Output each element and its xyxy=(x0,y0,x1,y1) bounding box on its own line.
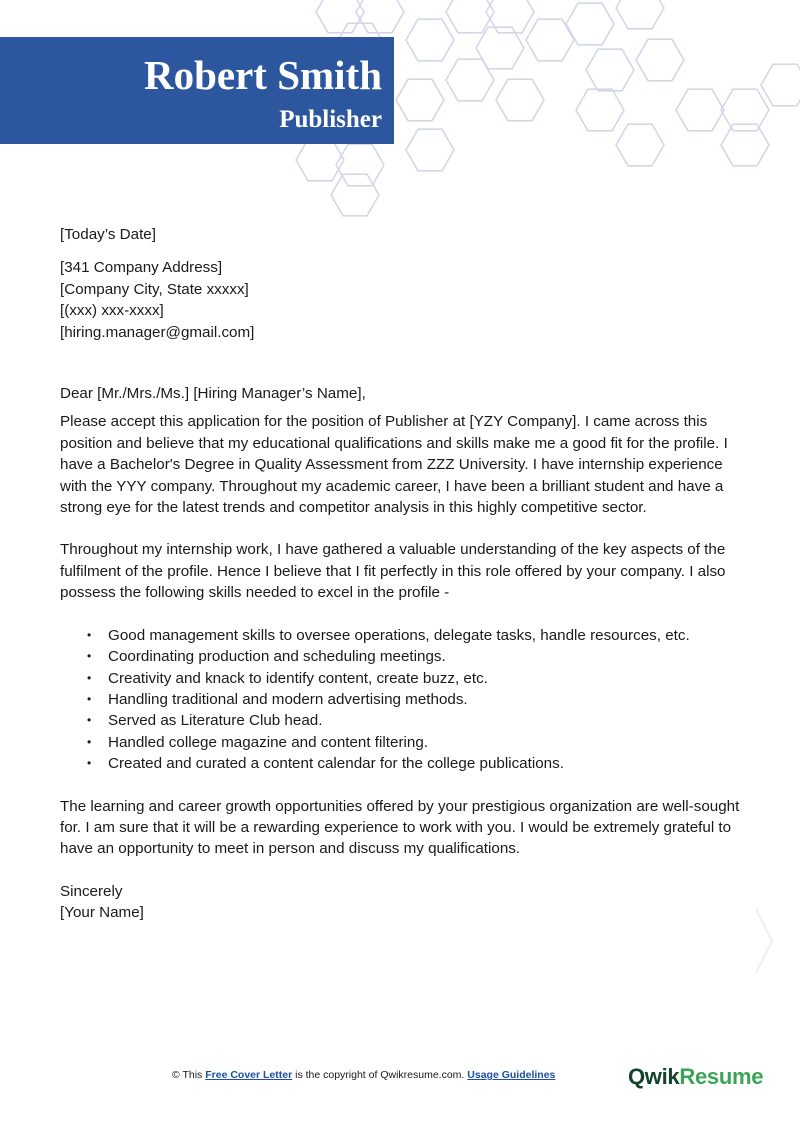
hexagon-shape xyxy=(576,89,624,131)
skill-text: Served as Literature Club head. xyxy=(108,712,323,730)
list-item xyxy=(87,668,750,689)
bullet-icon: • xyxy=(87,713,92,728)
hexagon-shape xyxy=(586,49,634,91)
skills-list xyxy=(60,625,750,775)
logo-part-resume: Resume xyxy=(679,1064,764,1089)
chevron-right-icon xyxy=(752,905,776,977)
hexagon-shape xyxy=(296,139,344,181)
paragraph-intro: Please accept this application for the position of Publisher at [YZY Company]. I came across this position and believe that my educational qualifications and skills make me a good fit for the profile. I have a Bachelor's Degree in Quality Assessment from ZZZ University. I have internship experience with the YYY company. Throughout my academic career, I have been a brilliant student and have a strong eye for the latest trends and competitor analysis in this highly competitive sector. xyxy=(60,413,728,517)
usage-guidelines-link[interactable]: Usage Guidelines xyxy=(467,1069,556,1081)
logo-part-qwik: Qwik xyxy=(628,1064,680,1089)
hexagon-shape xyxy=(316,0,364,33)
list-item xyxy=(87,710,750,731)
bullet-icon: • xyxy=(87,649,92,664)
skill-text: Handled college magazine and content filtering. xyxy=(108,733,428,751)
copyright-prefix: © This xyxy=(172,1069,203,1081)
skill-text: Coordinating production and scheduling meetings. xyxy=(108,648,446,666)
closing-word: Sincerely xyxy=(60,882,123,900)
bullet-icon: • xyxy=(87,670,92,685)
hexagon-shape xyxy=(616,124,664,166)
hexagon-shape xyxy=(496,79,544,121)
hexagon-shape xyxy=(406,129,454,171)
letter-body xyxy=(60,224,750,924)
skill-text: Created and curated a content calendar for the college publications. xyxy=(108,755,564,773)
skill-text: Good management skills to oversee operations, delegate tasks, handle resources, etc. xyxy=(108,626,690,644)
list-item xyxy=(87,625,750,646)
hexagon-shape xyxy=(406,19,454,61)
hexagon-shape xyxy=(356,0,404,33)
list-item xyxy=(87,689,750,710)
letter-date: [Today’s Date] xyxy=(60,226,156,243)
salutation: Dear [Mr./Mrs./Ms.] [Hiring Manager’s Name], xyxy=(60,385,366,403)
bullet-icon: • xyxy=(87,756,92,771)
address-line: [Company City, State xxxxx] xyxy=(60,280,249,298)
bullet-icon: • xyxy=(87,691,92,706)
copyright-notice xyxy=(172,1069,555,1081)
address-line: [341 Company Address] xyxy=(60,259,223,277)
list-item xyxy=(87,646,750,667)
skill-text: Creativity and knack to identify content, create buzz, etc. xyxy=(108,669,488,687)
list-item xyxy=(87,732,750,753)
signature-placeholder: [Your Name] xyxy=(60,904,144,922)
bullet-icon: • xyxy=(87,627,92,642)
bullet-icon: • xyxy=(87,734,92,749)
hexagon-shape xyxy=(761,64,800,106)
address-line: [hiring.manager@gmail.com] xyxy=(60,323,255,341)
list-item xyxy=(87,753,750,774)
hexagon-shape xyxy=(331,174,379,216)
hexagon-shape xyxy=(676,89,724,131)
recipient-address xyxy=(60,257,750,343)
hexagon-shape xyxy=(636,39,684,81)
address-line: [(xxx) xxx-xxxx] xyxy=(60,302,164,320)
free-cover-letter-link[interactable]: Free Cover Letter xyxy=(205,1069,293,1081)
hexagon-shape xyxy=(616,0,664,29)
copyright-middle: is the copyright of Qwikresume.com. xyxy=(295,1069,465,1081)
hexagon-shape xyxy=(336,144,384,186)
applicant-name: Robert Smith xyxy=(143,52,382,98)
hexagon-shape xyxy=(396,79,444,121)
skill-text: Handling traditional and modern advertising methods. xyxy=(108,690,468,708)
applicant-role: Publisher xyxy=(279,106,382,133)
paragraph-closing: The learning and career growth opportunities offered by your prestigious organization are well-sought for. I am sure that it will be a rewarding experience to work with you. I would be extremely grateful to have an opportunity to meet in person and discuss my qualifications. xyxy=(60,797,740,858)
qwikresume-logo xyxy=(628,1064,763,1090)
header-banner xyxy=(0,37,394,144)
paragraph-internship: Throughout my internship work, I have gathered a valuable understanding of the key aspects of the fulfilment of the profile. Hence I believe that I fit perfectly in this role offered by your company. I also possess the following skills needed to excel in the profile - xyxy=(60,541,726,602)
